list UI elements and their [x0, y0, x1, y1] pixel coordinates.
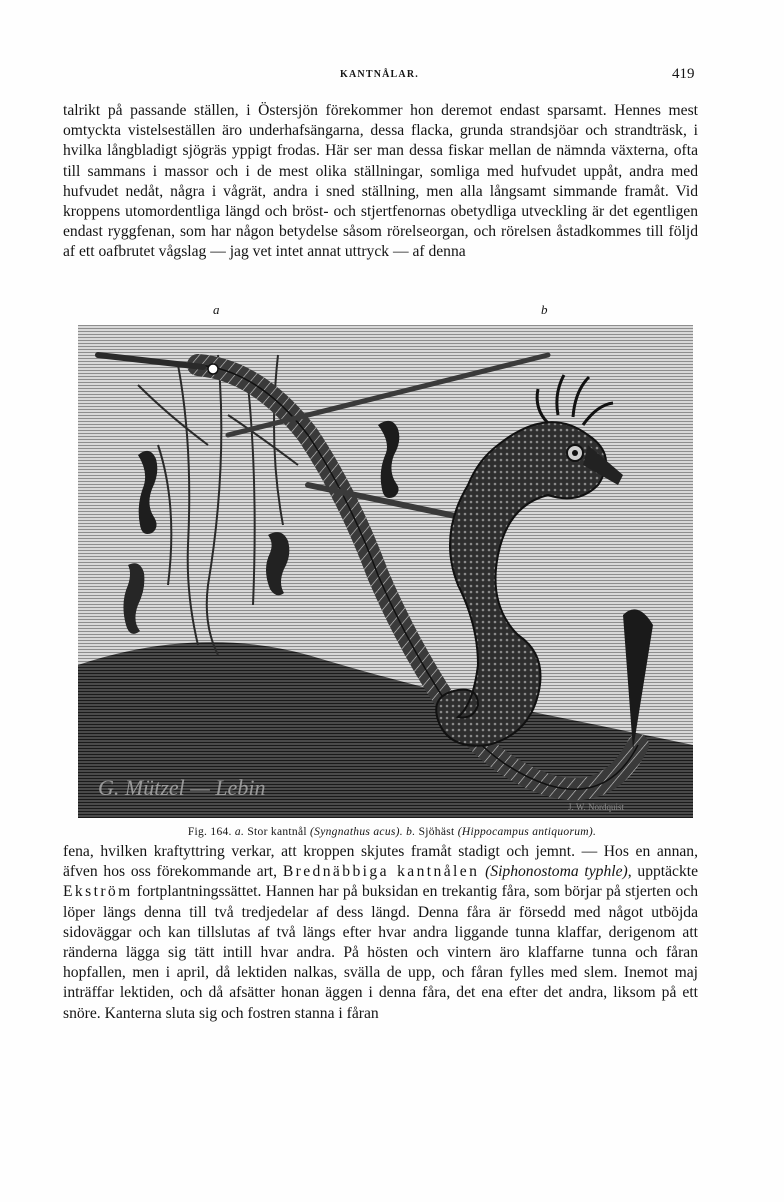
caption-b-name: Sjöhäst	[418, 826, 455, 838]
caption-a-name: Stor kantnål	[247, 826, 307, 838]
paragraph-top: talrikt på passande ställen, i Östersjön förekommer hon deremot endast sparsamt. Hennes mest omtyckta vistelseställen äro underhafsängarna, dessa flacka, grunda strandsjöar och strandträsk, i hvilka långbladigt sjögräs yppigt frodas. Här ser man dessa fiskar mellan de nämnda växterna, ofta till sammans i massor och i de mest olika ställningar, somliga med hufvudet uppåt, andra med hufvudet nedåt, några i vågrät, andra i sned ställning, men alla långsamt simmande framåt. Vid kroppens utomordentliga längd och bröst- och stjertfenornas obetydliga utveckling är det egentligen endast ryggfenan, som har någon betydelse såsom rörelseorgan, och rörelsen åstadkommes till följd af ett oafbrutet vågslag — jag vet intet annat uttryck — af denna	[63, 102, 698, 261]
figure-letter-b: b	[541, 302, 548, 317]
paragraph-bottom-part3: fortplantningssättet. Hannen har på buksidan en trekantig fåra, som börjar på stjerten och löper längs denna till två tredjedelar af dess längd. Denna fåra är försedd med något utböjda sidoväggar och kan tillslutas af två längs efter hvar andra liggande tunna klaffar, derigenom att ränderna lägga sig tätt intill hvar andra. På hösten och vintern äro klaffarne tunna och fåran hopfallen, men i april, då lektiden nalkas, svälla de upp, och fåran fylles med slem. Inemot maj inträffar lektiden, och då afsätter honan äggen i denna fåra, det ena efter det andra, liksom på ett snöre. Kanterna sluta sig och fostren stanna i fåran	[63, 883, 698, 1022]
caption-b-latin: (Hippocampus antiquorum).	[457, 826, 597, 838]
person-name: Ekström	[63, 883, 133, 901]
figure-caption	[0, 826, 784, 838]
page-number: 419	[672, 66, 695, 82]
paragraph-bottom-part2: upptäckte	[637, 863, 699, 881]
caption-b-letter: b.	[406, 826, 416, 838]
figure-letter-a: a	[213, 302, 220, 317]
caption-a-letter: a.	[234, 826, 245, 838]
paragraph-bottom	[63, 842, 698, 1024]
engraver-signature: J. W. Nordquist	[568, 802, 625, 812]
paragraph-bottom-part1: fena, hvilken kraftyttring verkar, att kroppen skjutes framåt stadigt och jemnt. — Hos en annan, äfven hos oss förekommande art,	[63, 843, 698, 881]
running-head	[0, 66, 784, 86]
caption-fig-label: Fig. 164.	[187, 826, 232, 838]
pipefish-eye	[208, 364, 218, 374]
species-latin: (Siphonostoma typhle),	[485, 863, 632, 881]
engraving-image	[78, 325, 693, 818]
caption-a-latin: (Syngnathus acus).	[310, 826, 403, 838]
figure-illustration	[78, 325, 693, 818]
species-name: Brednäbbiga kantnålen	[282, 863, 480, 881]
artist-signature: G. Mützel — Lebin	[98, 775, 266, 800]
running-title: KANTNÅLAR.	[340, 69, 419, 80]
